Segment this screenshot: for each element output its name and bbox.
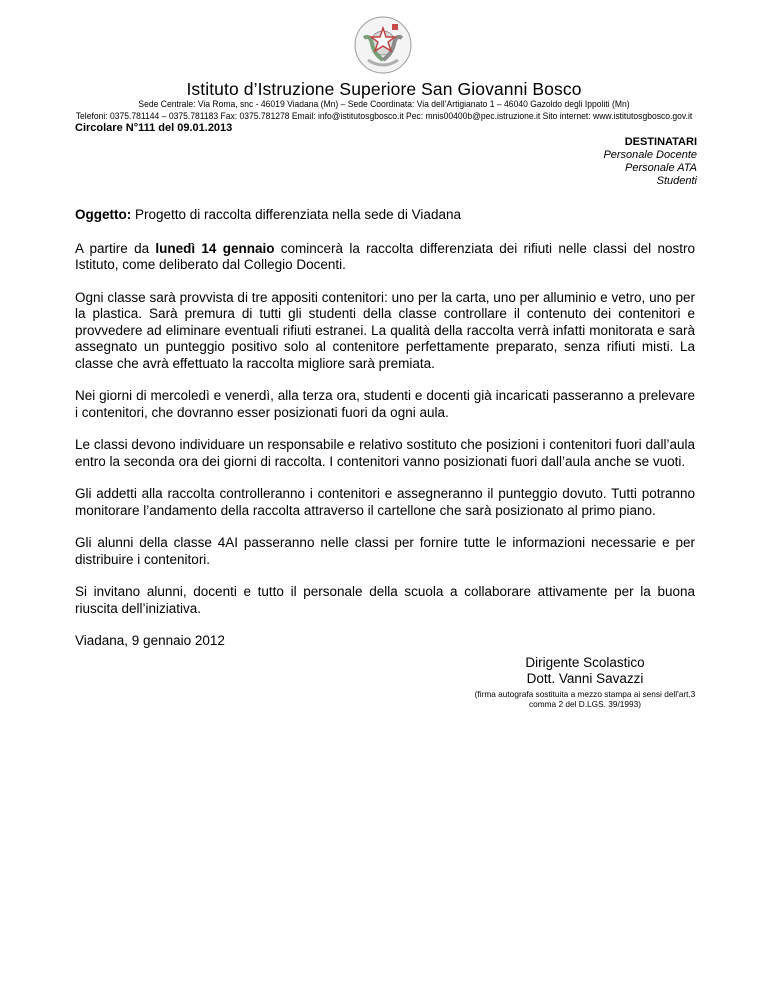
signature-note: (firma autografa sostituita a mezzo stampa ai sensi dell'art.3 comma 2 del D.LGS. 39/1993) (474, 689, 696, 709)
paragraph-start-date (75, 241, 695, 274)
subject-text: Progetto di raccolta differenziata nella sede di Viadana (131, 207, 461, 222)
italian-republic-emblem-icon (352, 14, 414, 76)
signature-block (470, 655, 700, 709)
paragraph-text: A partire da (75, 240, 156, 256)
paragraph-containers: Ogni classe sarà provvista di tre appositi contenitori: uno per la carta, uno per alluminio e vetro, uno per la plastica. Sarà premura di tutti gli studenti della classe controllare il contenuto dei contenitori e provvedere ad eliminare eventuali rifiuti estranei. La qualità della raccolta verrà infatti monitorata e sarà assegnato un punteggio positivo solo al contenitore perfettamente preparato, senza rifiuti misti. La classe che avrà effettuato la raccolta migliore sarà premiata. (75, 289, 695, 371)
letter-body (75, 207, 695, 666)
paragraph-invitation: Si invitano alunni, docenti e tutto il personale della scuola a collaborare attivamente per la buona riuscita dell’iniziativa. (75, 584, 695, 616)
recipients-block (603, 136, 697, 188)
recipient-item: Studenti (656, 175, 697, 187)
school-name: Istituto d’Istruzione Superiore San Giovanni Bosco (186, 79, 582, 99)
address-line-1: Sede Centrale: Via Roma, snc - 46019 Viadana (Mn) – Sede Coordinata: Via dell’Artigianato 1 – 46040 Gazoldo degli Ippoliti (Mn) (138, 99, 630, 109)
subject-line (75, 207, 695, 224)
paragraph-class-responsible: Le classi devono individuare un responsabile e relativo sostituto che posizioni i contenitori fuori dall’aula entro la seconda ora dei giorni di raccolta. I contenitori vanno posizionati fuori dall’aula anche se vuoti. (75, 437, 695, 469)
signatory-role: Dirigente Scolastico (525, 655, 645, 670)
signatory-name: Dott. Vanni Savazzi (526, 671, 644, 686)
paragraph-collection-days: Nei giorni di mercoledì e venerdì, alla terza ora, studenti e docenti già incaricati passeranno a prelevare i contenitori, che dovranno esser posizionati fuori da ogni aula. (75, 388, 695, 420)
start-date-highlight: lunedì 14 gennaio (155, 240, 275, 256)
circular-number: Circolare N°111 del 09.01.2013 (75, 122, 233, 134)
subject-label: Oggetto: (75, 207, 132, 222)
contact-line-2: Telefoni: 0375.781144 – 0375.781183 Fax: 0375.781278 Email: info@istitutosgbosco.it Pec: mnis00400b@pec.istruzione.it Sito internet: www.istitutosgbosco.gov.it (75, 111, 693, 121)
recipients-heading: DESTINATARI (624, 136, 697, 148)
recipient-item: Personale ATA (625, 162, 697, 174)
paragraph-class-4ai: Gli alunni della classe 4AI passeranno nelle classi per fornire tutte le informazioni necessarie e per distribuire i contenitori. (75, 535, 695, 567)
paragraph-text: comincerà la raccolta differenziata dei rifiuti nelle classi del nostro Istituto, come deliberato dal Collegio Docenti. (75, 240, 695, 272)
place-date: Viadana, 9 gennaio 2012 (75, 633, 225, 648)
paragraph-scoring: Gli addetti alla raccolta controlleranno i contenitori e assegneranno il punteggio dovuto. Tutti potranno monitorare l’andamento della raccolta attraverso il cartellone che sarà posizionato al primo piano. (75, 486, 695, 518)
recipient-item: Personale Docente (603, 149, 697, 161)
